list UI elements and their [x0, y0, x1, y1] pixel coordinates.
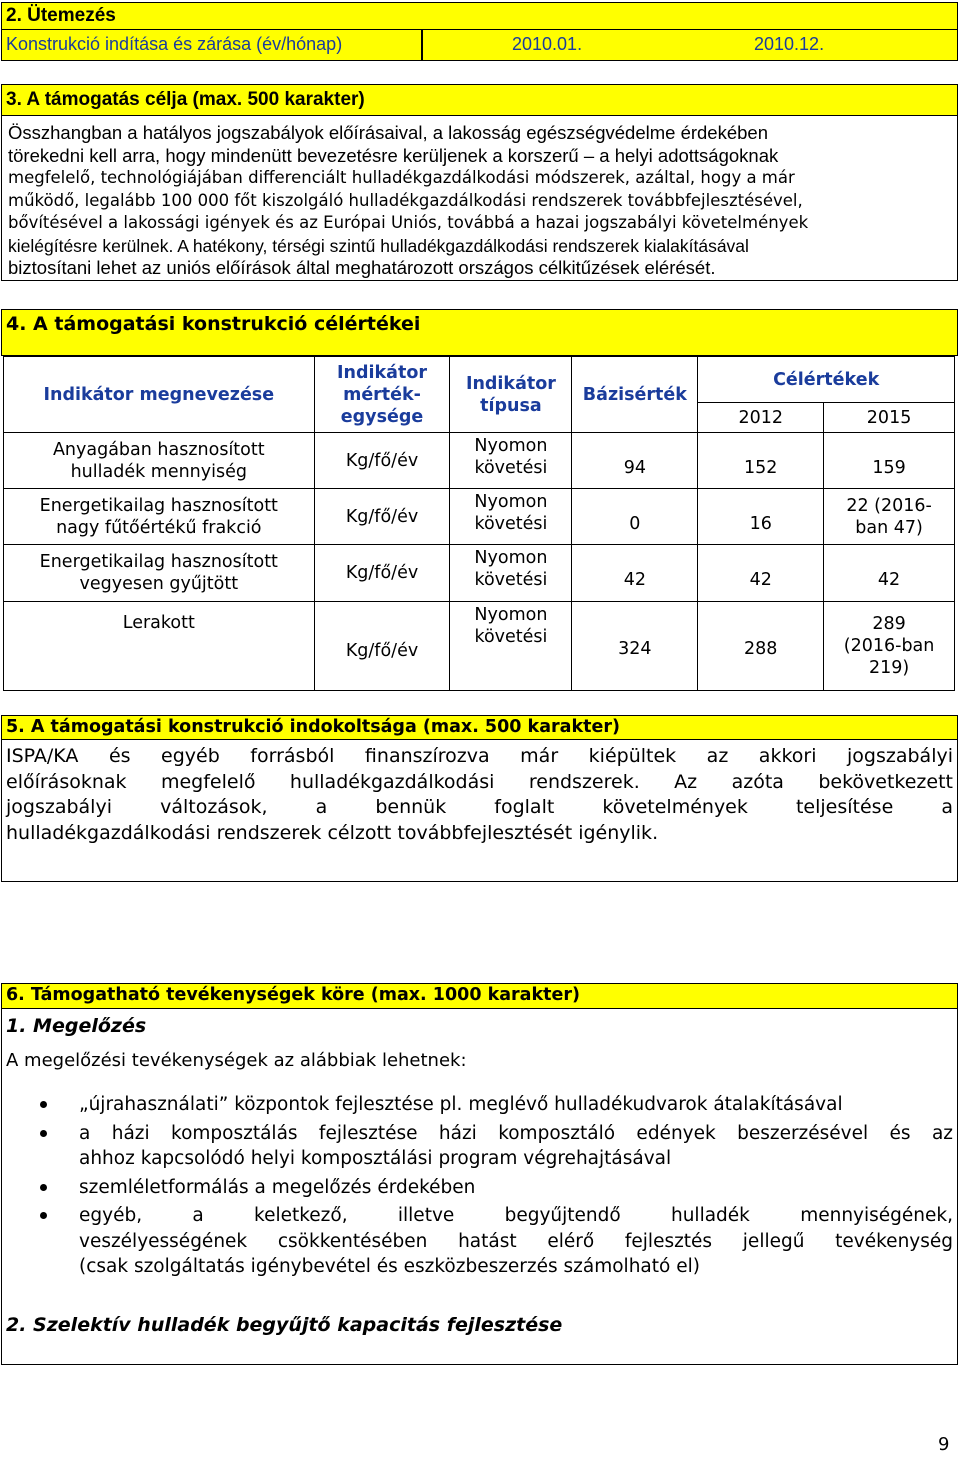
- list-item-line: (csak szolgáltatás igénybevétel és eszközbeszerzés számolható el): [79, 1256, 700, 1277]
- cell-type: [450, 489, 572, 545]
- schedule-end: 2010.12.: [754, 34, 825, 54]
- cell-2012: 288: [698, 602, 824, 691]
- cell-name: [4, 489, 315, 545]
- cell-name-line: nagy fűtőértékű frakció: [56, 517, 262, 538]
- col-header-targets: Célértékek: [698, 357, 955, 403]
- cell-2015-line: 219): [868, 658, 910, 678]
- col-header-type-line: Indikátor: [465, 373, 556, 394]
- cell-name: [4, 545, 315, 602]
- col-header-base: Bázisérték: [572, 357, 698, 433]
- cell-type-line: követési: [474, 458, 548, 478]
- cell-2015-line: 289: [872, 614, 906, 634]
- cell-name-line: Anyagában hasznosított: [52, 439, 265, 460]
- cell-type-line: Nyomon: [474, 605, 548, 625]
- schedule-divider: [421, 30, 423, 60]
- list-item-line: ahhoz kapcsolódó helyi komposztálási program végrehajtásával: [79, 1148, 672, 1169]
- section-6-sub1: 1. Megelőzés: [6, 1015, 147, 1037]
- list-item: [2, 1203, 953, 1280]
- cell-unit: Kg/fő/év: [314, 602, 450, 691]
- section-3-line: Összhangban a hatályos jogszabályok előírásaival, a lakosság egészségvédelme érdekében: [8, 122, 768, 143]
- section-3-line: kielégítésre kerülnek. A hatékony, térségi szintű hulladékgazdálkodási rendszerek kialakításával: [8, 235, 749, 256]
- section-5-box: [1, 715, 958, 882]
- section-5-line: jogszabályi változások, a bennük foglalt követelmények teljesítése a: [6, 796, 953, 818]
- cell-2015: [824, 433, 955, 489]
- schedule-start: 2010.01.: [512, 34, 583, 54]
- cell-base: 324: [572, 602, 698, 691]
- cell-name-line: Energetikailag hasznosított: [39, 552, 278, 572]
- cell-name-line: Energetikailag hasznosított: [39, 495, 278, 516]
- schedule-row: [1, 29, 958, 61]
- list-item: [2, 1092, 953, 1118]
- cell-type-line: Nyomon: [474, 436, 548, 456]
- list-item: [2, 1175, 953, 1201]
- col-header-type: [450, 357, 572, 433]
- section-3-line: biztosítani lehet az uniós előírások által meghatározott országos célkitűzések elérését.: [8, 257, 716, 278]
- section-3-title: 3. A támogatás célja (max. 500 karakter): [6, 89, 365, 110]
- table-row: [4, 545, 955, 602]
- bullet-icon: [40, 1101, 47, 1108]
- table-row: [4, 489, 955, 545]
- section-3-box: [1, 84, 958, 281]
- cell-type-line: követési: [474, 514, 548, 534]
- cell-unit: Kg/fő/év: [314, 545, 450, 602]
- cell-name-line: vegyesen gyűjtött: [79, 574, 239, 594]
- section-5-line: előírásoknak megfelelő hulladékgazdálkodási rendszerek. Az azóta bekövetkezett: [6, 770, 953, 793]
- cell-type-line: követési: [474, 627, 548, 647]
- cell-2015-line: (2016-ban: [843, 636, 935, 656]
- section-3-line: bővítésével a lakossági igények és az Európai Uniós, továbbá a hazai jogszabályi követelmények: [8, 213, 809, 232]
- cell-name: [4, 433, 315, 489]
- col-header-unit-line: egysége: [340, 406, 424, 427]
- col-header-name: Indikátor megnevezése: [4, 357, 315, 433]
- cell-type-line: Nyomon: [474, 548, 548, 568]
- section-2-title: 2. Ütemezés: [6, 5, 116, 26]
- col-header-2015: 2015: [824, 403, 955, 433]
- cell-unit: Kg/fő/év: [314, 489, 450, 545]
- section-5-header: [2, 716, 957, 740]
- table-row: [4, 433, 955, 489]
- section-4-header: [1, 309, 958, 356]
- cell-name-line: hulladék mennyiség: [70, 461, 247, 482]
- cell-2012: 42: [698, 545, 824, 602]
- schedule-label: Konstrukció indítása és zárása (év/hónap): [6, 34, 343, 54]
- cell-2015: [824, 489, 955, 545]
- table-row: [4, 602, 955, 691]
- cell-type-line: Nyomon: [474, 492, 548, 512]
- section-3-header: [2, 85, 957, 116]
- cell-2015-line: 159: [872, 457, 906, 478]
- section-6-intro: A megelőzési tevékenységek az alábbiak lehetnek:: [6, 1050, 467, 1071]
- activity-list: [2, 1092, 957, 1280]
- section-3-body: [2, 116, 957, 280]
- col-header-2012: 2012: [698, 403, 824, 433]
- section-5-line: hulladékgazdálkodási rendszerek célzott továbbfejlesztését igénylik.: [6, 821, 659, 844]
- cell-base: 0: [572, 489, 698, 545]
- section-4-title: 4. A támogatási konstrukció célértékei: [6, 313, 421, 335]
- col-header-unit-line: Indikátor: [337, 362, 427, 383]
- page-number: 9: [938, 1434, 950, 1455]
- cell-type: [450, 433, 572, 489]
- section-5-line: ISPA/KA és egyéb forrásból finanszírozva már kiépültek az akkori jogszabályi: [6, 745, 953, 767]
- cell-2015-line: 42: [877, 570, 901, 590]
- cell-2015: [824, 602, 955, 691]
- list-item-line: egyéb, a keletkező, illetve begyűjtendő hulladék mennyiségének,: [79, 1205, 953, 1226]
- section-6-header: [2, 984, 957, 1009]
- list-item-line: „újrahasználati” központok fejlesztése pl. meglévő hulladékudvarok átalakításával: [79, 1094, 843, 1115]
- cell-base: 42: [572, 545, 698, 602]
- list-item-line: a házi komposztálás fejlesztése házi komposztáló edények beszerzésével és az: [79, 1122, 953, 1144]
- col-header-unit: [314, 357, 450, 433]
- section-6-box: [1, 983, 958, 1365]
- bullet-icon: [40, 1130, 47, 1137]
- indicator-table: [3, 356, 955, 691]
- cell-type-line: követési: [474, 570, 548, 590]
- bullet-icon: [40, 1212, 47, 1219]
- section-3-line: törekedni kell arra, hogy mindenütt bevezetésre kerüljenek a korszerű – a helyi adottságoknak: [8, 144, 779, 166]
- cell-type: [450, 545, 572, 602]
- cell-2015-line: 22 (2016-: [846, 495, 932, 516]
- col-header-type-line: típusa: [480, 395, 542, 416]
- section-6-sub2: 2. Szelektív hulladék begyűjtő kapacitás fejlesztése: [6, 1314, 563, 1336]
- section-6-title: 6. Támogatható tevékenységek köre (max. 1000 karakter): [6, 985, 580, 1005]
- section-5-title: 5. A támogatási konstrukció indokoltsága (max. 500 karakter): [6, 717, 620, 737]
- cell-2015: [824, 545, 955, 602]
- section-5-body: [2, 740, 957, 846]
- section-3-line: megfelelő, technológiájában differenciált hulladékgazdálkodási módszerek, azáltal, hogy a már: [8, 168, 795, 187]
- bullet-icon: [40, 1184, 47, 1191]
- cell-2012: 16: [698, 489, 824, 545]
- cell-unit: Kg/fő/év: [314, 433, 450, 489]
- cell-type: [450, 602, 572, 691]
- section-3-line: működő, legalább 100 000 főt kiszolgáló hulladékgazdálkodási rendszerek továbbfejlesztésével,: [8, 190, 803, 210]
- list-item-line: szemléletformálás a megelőzés érdekében: [79, 1176, 476, 1198]
- cell-name: [4, 602, 315, 691]
- col-header-unit-line: mérték-: [343, 384, 421, 405]
- cell-2015-line: ban 47): [855, 517, 923, 538]
- cell-base: 94: [572, 433, 698, 489]
- cell-2012: 152: [698, 433, 824, 489]
- list-item: [2, 1121, 953, 1172]
- cell-name-line: Lerakott: [122, 613, 195, 633]
- list-item-line: veszélyességének csökkentésében hatást elérő fejlesztés jellegű tevékenység: [79, 1230, 953, 1252]
- section-2-header: [1, 2, 958, 30]
